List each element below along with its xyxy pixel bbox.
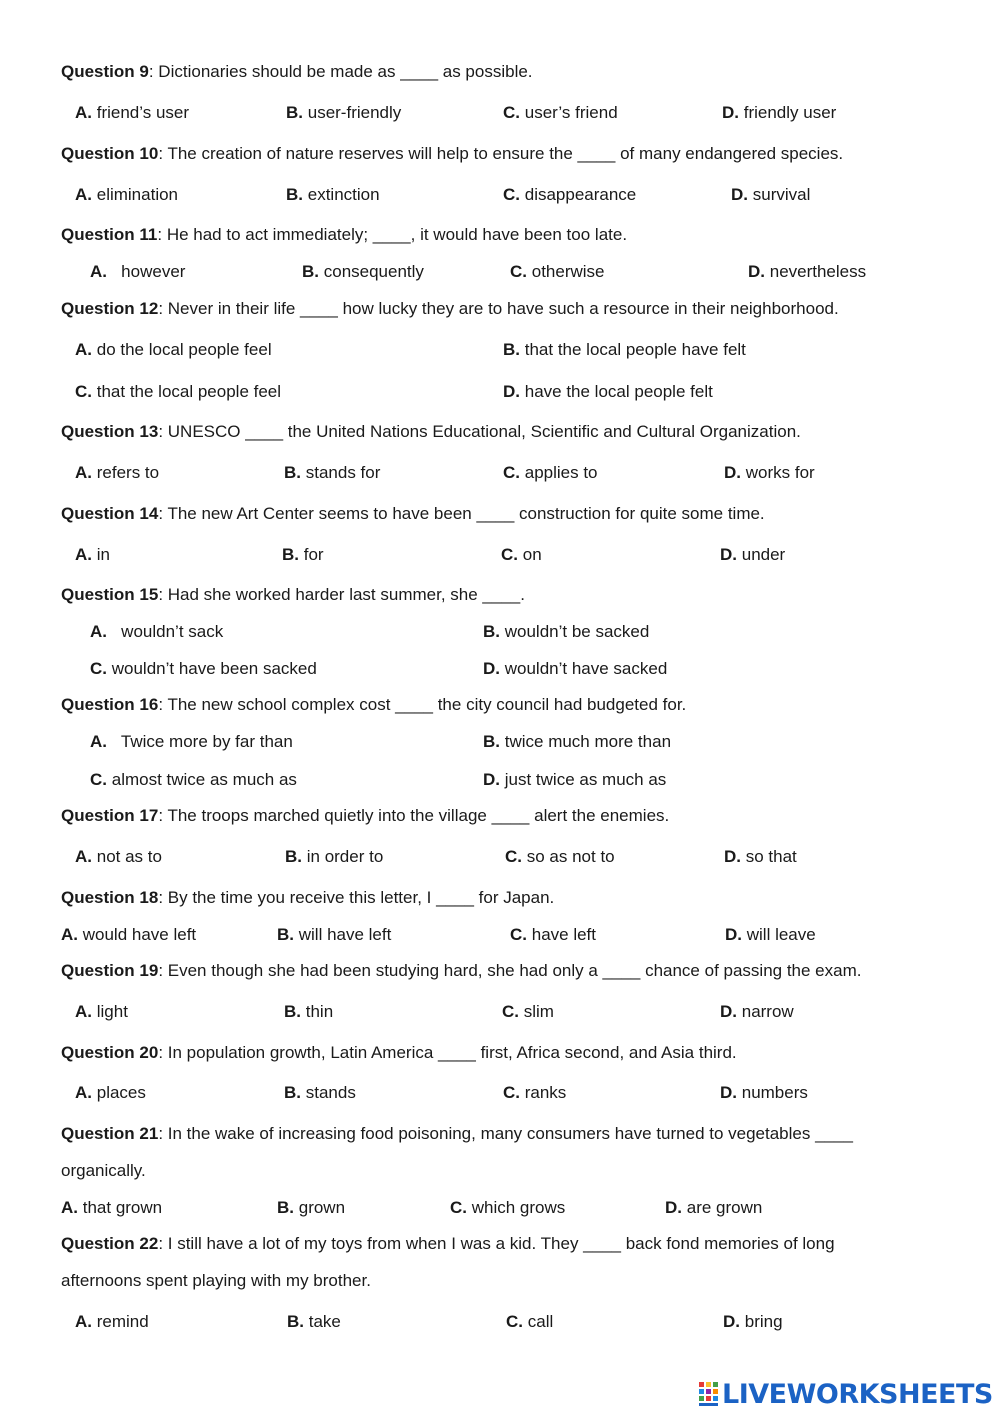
option-a[interactable]: A. refers to (75, 463, 160, 482)
option-b[interactable]: B. that the local people have felt (503, 340, 746, 359)
option-b[interactable]: B. for (282, 545, 324, 564)
option-d[interactable]: D. nevertheless (748, 262, 867, 281)
option-a[interactable]: A. elimination (75, 185, 178, 204)
watermark-text: LIVEWORKSHEETS (722, 1378, 993, 1410)
option-d[interactable]: D. just twice as much as (483, 770, 667, 789)
option-c[interactable]: C. call (506, 1312, 554, 1331)
option-d[interactable]: D. have the local people felt (503, 382, 713, 401)
question-stem: Question 13: UNESCO ____ the United Nations Educational, Scientific and Cultural Organization. (61, 422, 801, 441)
question-stem: Question 19: Even though she had been studying hard, she had only a ____ chance of passing the exam. (61, 961, 862, 980)
option-c[interactable]: C. slim (502, 1002, 554, 1021)
option-c[interactable]: C. applies to (503, 463, 598, 482)
option-d[interactable]: D. works for (724, 463, 815, 482)
question-stem: Question 17: The troops marched quietly into the village ____ alert the enemies. (61, 806, 670, 825)
option-b[interactable]: B. grown (277, 1198, 346, 1217)
option-a[interactable]: A. friend’s user (75, 103, 190, 122)
option-a[interactable]: A. places (75, 1083, 146, 1102)
option-a[interactable]: A. in (75, 545, 110, 564)
option-d[interactable]: D. numbers (720, 1083, 808, 1102)
question-stem: Question 9: Dictionaries should be made as ____ as possible. (61, 62, 533, 81)
option-c[interactable]: C. almost twice as much as (90, 770, 297, 789)
option-c[interactable]: C. user’s friend (503, 103, 618, 122)
option-b[interactable]: B. take (287, 1312, 341, 1331)
option-c[interactable]: C. otherwise (510, 262, 605, 281)
question-stem: Question 22: I still have a lot of my toys from when I was a kid. They ____ back fond memories of long (61, 1234, 835, 1253)
option-d[interactable]: D. narrow (720, 1002, 794, 1021)
question-stem: Question 18: By the time you receive this letter, I ____ for Japan. (61, 888, 555, 907)
question-stem: Question 11: He had to act immediately; ____, it would have been too late. (61, 225, 628, 244)
question-stem: Question 20: In population growth, Latin America ____ first, Africa second, and Asia third. (61, 1043, 737, 1062)
option-a[interactable]: A. do the local people feel (75, 340, 272, 359)
option-b[interactable]: B. thin (284, 1002, 334, 1021)
liveworksheets-watermark (698, 1378, 993, 1410)
option-c[interactable]: C. wouldn’t have been sacked (90, 659, 317, 678)
option-b[interactable]: B. in order to (285, 847, 384, 866)
question-stem: Question 10: The creation of nature reserves will help to ensure the ____ of many endangered species. (61, 144, 844, 163)
option-d[interactable]: D. under (720, 545, 786, 564)
option-a[interactable]: A. remind (75, 1312, 149, 1331)
option-c[interactable]: C. that the local people feel (75, 382, 282, 401)
option-a[interactable]: A. light (75, 1002, 128, 1021)
option-b[interactable]: B. user-friendly (286, 103, 402, 122)
option-b[interactable]: B. twice much more than (483, 732, 672, 751)
option-a[interactable]: A. wouldn’t sack (90, 622, 224, 641)
option-a[interactable]: A. however (90, 262, 186, 281)
question-stem: Question 14: The new Art Center seems to have been ____ construction for quite some time. (61, 504, 765, 523)
option-a[interactable]: A. not as to (75, 847, 162, 866)
question-stem: Question 15: Had she worked harder last summer, she ____. (61, 585, 525, 604)
option-d[interactable]: D. survival (731, 185, 811, 204)
option-b[interactable]: B. stands (284, 1083, 356, 1102)
option-c[interactable]: C. on (501, 545, 542, 564)
option-a[interactable]: A. Twice more by far than (90, 732, 293, 751)
option-b[interactable]: B. will have left (277, 925, 392, 944)
option-d[interactable]: D. so that (724, 847, 797, 866)
question-stem: Question 21: In the wake of increasing food poisoning, many consumers have turned to vegetables ____ (61, 1124, 853, 1143)
option-d[interactable]: D. wouldn’t have sacked (483, 659, 668, 678)
option-c[interactable]: C. so as not to (505, 847, 615, 866)
option-c[interactable]: C. which grows (450, 1198, 566, 1217)
option-a[interactable]: A. that grown (61, 1198, 163, 1217)
option-c[interactable]: C. have left (510, 925, 596, 944)
option-d[interactable]: D. friendly user (722, 103, 837, 122)
liveworksheets-logo-icon (698, 1381, 720, 1407)
option-b[interactable]: B. extinction (286, 185, 380, 204)
question-stem: Question 16: The new school complex cost ____ the city council had budgeted for. (61, 695, 687, 714)
question-stem: Question 12: Never in their life ____ how lucky they are to have such a resource in their neighborhood. (61, 299, 839, 318)
option-d[interactable]: D. will leave (725, 925, 816, 944)
option-b[interactable]: B. wouldn’t be sacked (483, 622, 650, 641)
option-c[interactable]: C. ranks (503, 1083, 567, 1102)
option-d[interactable]: D. are grown (665, 1198, 763, 1217)
question-stem-continued: afternoons spent playing with my brother. (61, 1271, 371, 1290)
option-d[interactable]: D. bring (723, 1312, 783, 1331)
option-b[interactable]: B. stands for (284, 463, 381, 482)
option-a[interactable]: A. would have left (61, 925, 197, 944)
question-stem-continued: organically. (61, 1161, 146, 1180)
option-c[interactable]: C. disappearance (503, 185, 637, 204)
option-b[interactable]: B. consequently (302, 262, 424, 281)
